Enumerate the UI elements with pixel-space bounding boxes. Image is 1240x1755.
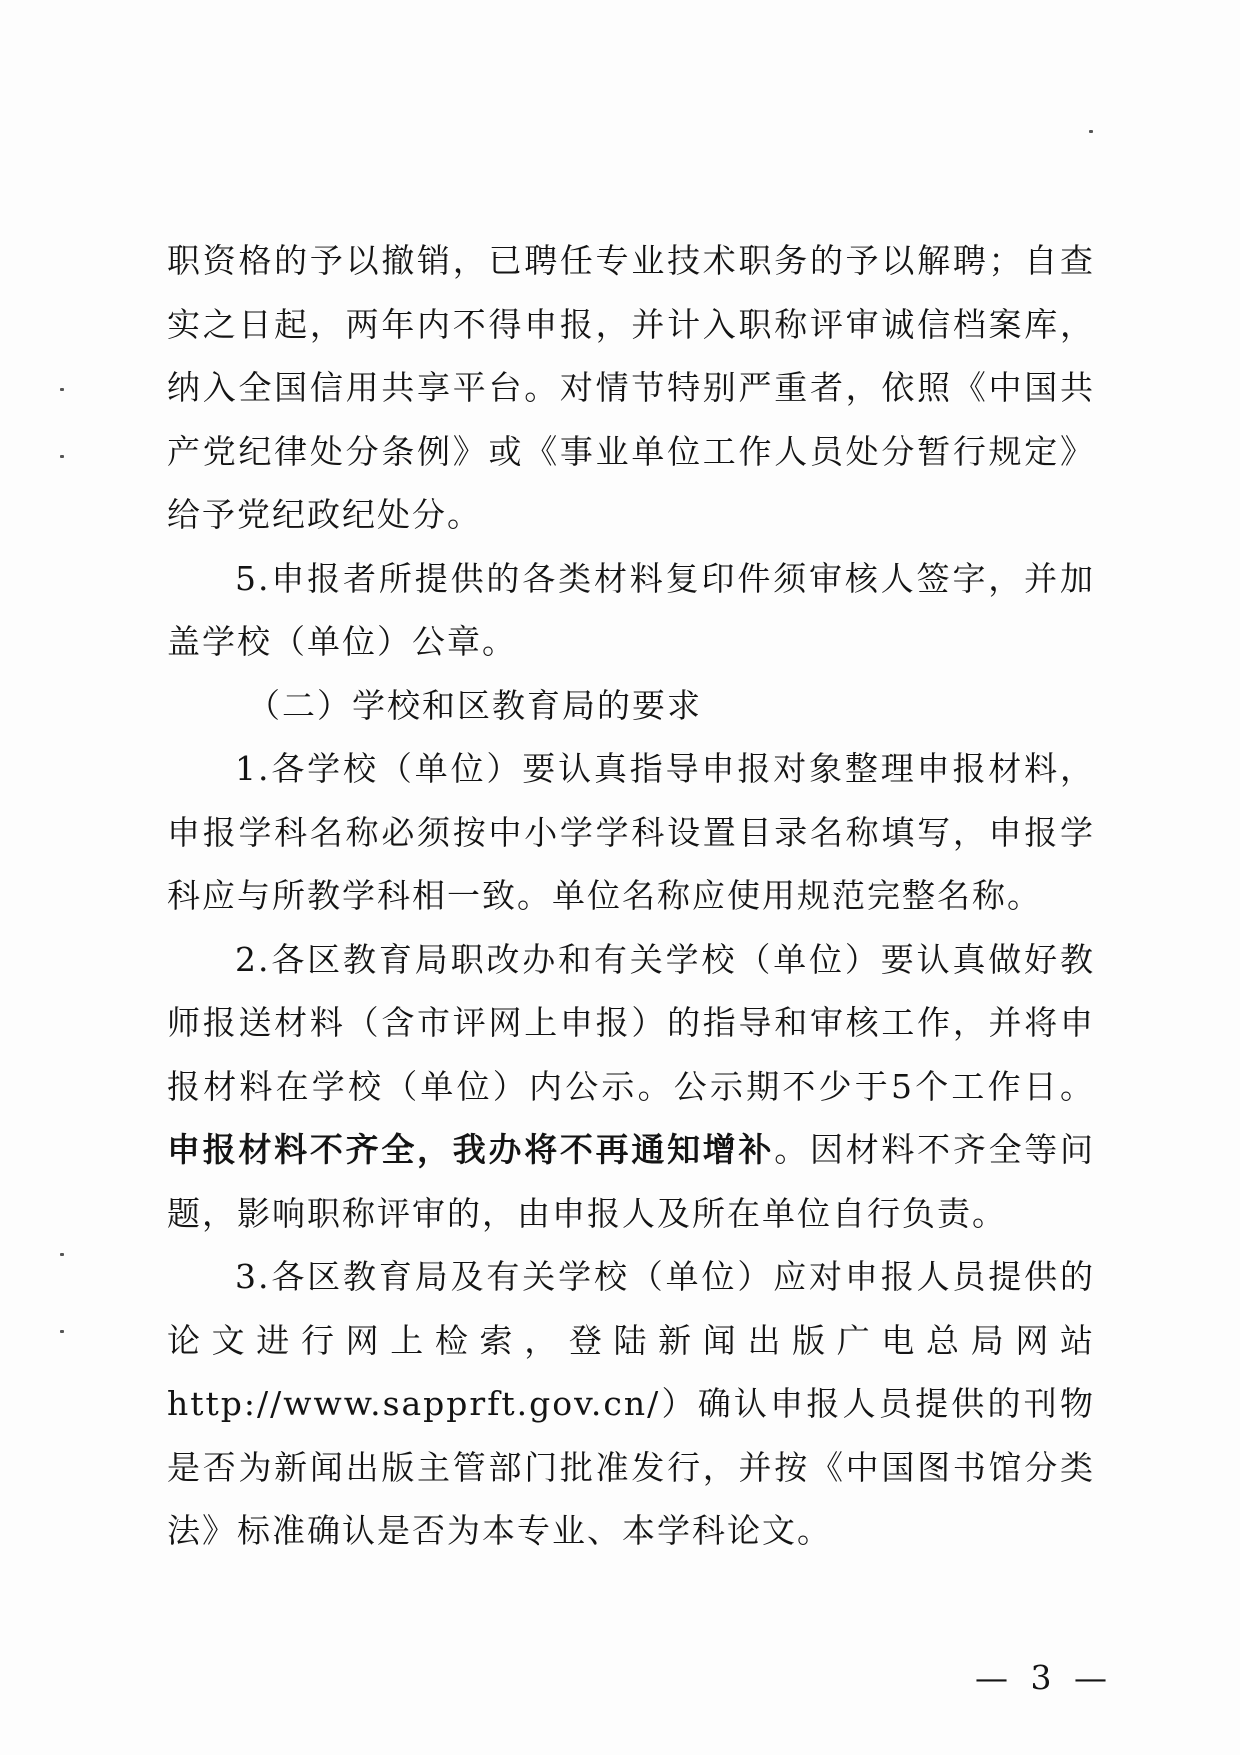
paragraph-item-3-rest: http://www.sapprft.gov.cn/）确认申报人员提供的刊物是否为新闻出版主管部门批准发行，并按《中国图书馆分类法》标准确认是否为本专业、本学科论文。 (167, 1384, 1095, 1550)
scan-mark (60, 1253, 64, 1256)
scan-mark (60, 455, 64, 458)
paragraph-text: 。因材料不齐全等问题，影响职称评审的，由申报人及所在单位自行负责。 (167, 1130, 1096, 1233)
paragraph-item-3-line: 3.各区教育局及有关学校（单位）应对申报人员提供的论文进行网上检索，登陆新闻出版广电总局网站 (167, 1257, 1095, 1360)
scan-mark (60, 388, 64, 391)
section-heading-2: （二）学校和区教育局的要求 (247, 685, 702, 725)
paragraph-item-5: 5.申报者所提供的各类材料复印件须审核人签字，并加盖学校（单位）公章。 (167, 558, 1095, 661)
paragraph-text: 2.各区教育局职改办和有关学校（单位）要认真做好教师报送材料（含市评网上申报）的指导和审核工作，并将申报材料在学校（单位）内公示。公示期不少于5个工作日。 (167, 939, 1095, 1106)
paragraph-continuation: 职资格的予以撤销，已聘任专业技术职务的予以解聘；自查实之日起，两年内不得申报，并计入职称评审诚信档案库，纳入全国信用共享平台。对情节特别严重者，依照《中国共产党纪律处分条例》或《事业单位工作人员处分暂行规定》给予党纪政纪处分。 (167, 241, 1095, 534)
scan-mark (1089, 130, 1093, 133)
paragraph-item-1: 1.各学校（单位）要认真指导申报对象整理申报材料，申报学科名称必须按中小学学科设置目录名称填写，申报学科应与所教学科相一致。单位名称应使用规范完整名称。 (167, 749, 1095, 915)
document-body (167, 229, 1095, 1563)
scan-mark (60, 1330, 64, 1333)
paragraph-item-2 (167, 928, 1095, 1246)
bold-notice: 申报材料不齐全，我办将不再通知增补 (167, 1130, 775, 1169)
page-number: — 3 — (975, 1658, 1113, 1697)
